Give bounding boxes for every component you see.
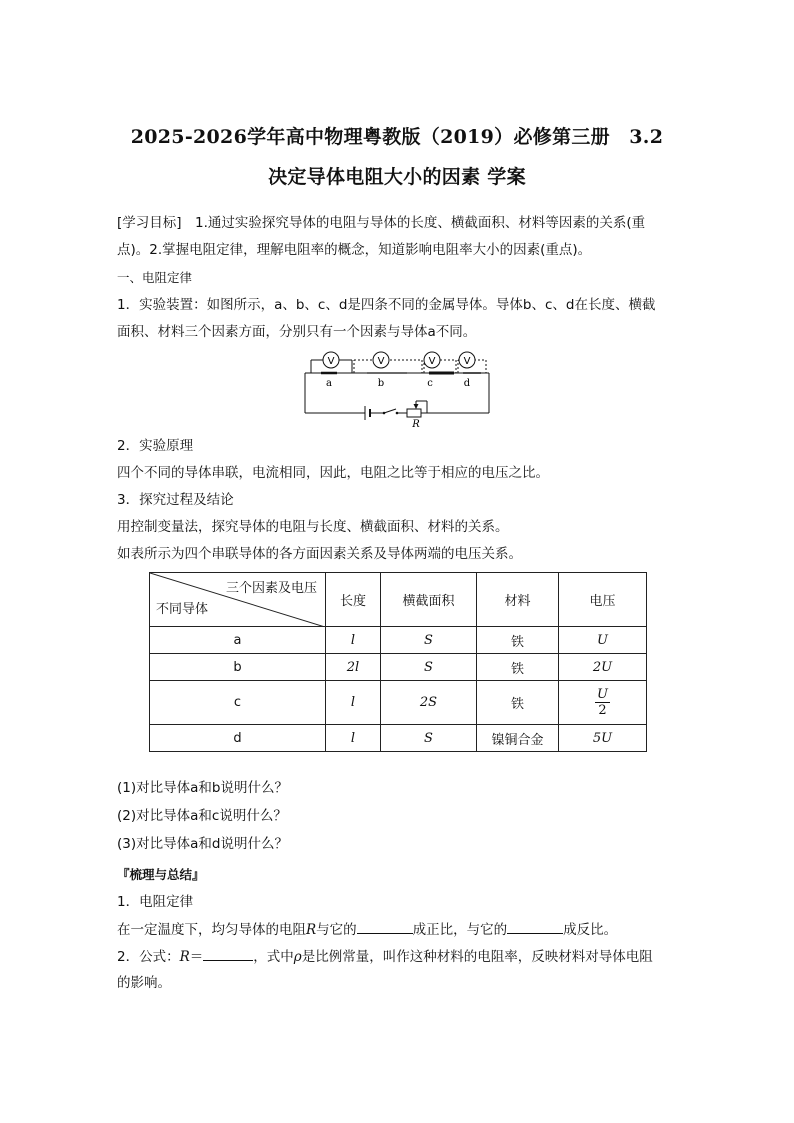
- summary-formula-line: [117, 946, 677, 967]
- process-heading: 3．探究过程及结论: [117, 492, 234, 508]
- voltmeter-b-symbol: V: [377, 356, 385, 367]
- header-area: 横截面积: [381, 573, 477, 627]
- row-c-material: 铁: [477, 681, 559, 725]
- law-text-part1: 在一定温度下，均匀导体的电阻: [117, 922, 306, 938]
- formula-variable-r: R: [179, 949, 190, 965]
- row-a-voltage: U: [559, 627, 647, 654]
- summary-resistance-law-text: [117, 919, 677, 940]
- voltmeter-d-symbol: V: [463, 356, 471, 367]
- formula-text-part1: 2．公式：: [117, 949, 180, 965]
- question-1: (1)对比导体a和b说明什么？: [117, 780, 288, 796]
- conductor-a-label: a: [326, 378, 332, 389]
- experiment-setup-line-1: 1．实验装置：如图所示，a、b、c、d是四条不同的金属导体。导体b、c、d在长度、横截: [117, 297, 656, 313]
- row-b-length: 2l: [326, 654, 381, 681]
- table-corner-cell: [150, 573, 326, 627]
- formula-text-part3: ，式中: [253, 949, 294, 965]
- process-text-line-1: 用控制变量法，探究导体的电阻与长度、横截面积、材料的关系。: [117, 519, 509, 535]
- learning-objectives-line-1: [学习目标] 1.通过实验探究导体的电阻与导体的长度、横截面积、材料等因素的关系(重: [117, 215, 646, 231]
- table-row: [150, 681, 647, 725]
- table-row: [150, 627, 647, 654]
- row-d-length: l: [326, 725, 381, 752]
- section-heading-resistance-law: 一、电阻定律: [117, 270, 193, 285]
- row-c-area: 2S: [381, 681, 477, 725]
- conductor-factors-table: [149, 572, 647, 752]
- fill-blank-formula[interactable]: [203, 946, 253, 961]
- table-row: [150, 725, 647, 752]
- row-b-area: S: [381, 654, 477, 681]
- row-d-material: 镍铜合金: [477, 725, 559, 752]
- experiment-setup-line-2: 面积、材料三个因素方面，分别只有一个因素与导体a不同。: [117, 324, 477, 340]
- table-header-row: [150, 573, 647, 627]
- fraction-denominator: 2: [598, 703, 607, 718]
- fraction-numerator: U: [597, 687, 608, 702]
- document-title-line-1: 2025-2026学年高中物理粤教版（2019）必修第三册 3.2: [130, 126, 664, 148]
- row-b-name: b: [150, 654, 326, 681]
- question-2: (2)对比导体a和c说明什么？: [117, 808, 287, 824]
- row-d-name: d: [150, 725, 326, 752]
- summary-resistance-law-heading: 1．电阻定律: [117, 894, 194, 910]
- voltage-fraction: [595, 687, 610, 718]
- fill-blank-2[interactable]: [507, 919, 563, 934]
- formula-text-part4: 是比例常量，叫作这种材料的电阻率，反映材料对导体电阻: [301, 949, 653, 965]
- question-3: (3)对比导体a和d说明什么？: [117, 836, 288, 852]
- document-title-line-2: 决定导体电阻大小的因素 学案: [268, 166, 526, 188]
- formula-rho-symbol: ρ: [293, 949, 302, 965]
- law-text-part2: 与它的: [316, 922, 357, 938]
- law-variable-r: R: [306, 922, 317, 938]
- summary-heading: 『梳理与总结』: [117, 867, 205, 882]
- row-d-area: S: [381, 725, 477, 752]
- table-row: [150, 654, 647, 681]
- header-voltage: 电压: [559, 573, 647, 627]
- conductor-b-label: b: [377, 378, 385, 389]
- law-text-part4: 成反比。: [563, 922, 618, 938]
- row-c-voltage: [559, 681, 647, 725]
- summary-formula-line-2: 的影响。: [117, 975, 171, 991]
- process-text-line-2: 如表所示为四个串联导体的各方面因素关系及导体两端的电压关系。: [117, 546, 522, 562]
- header-length: 长度: [326, 573, 381, 627]
- voltmeter-c-symbol: V: [428, 356, 436, 367]
- formula-equals: ＝: [189, 949, 204, 965]
- learning-objectives-line-2: 点)。2.掌握电阻定律，理解电阻率的概念，知道影响电阻率大小的因素(重点)。: [117, 242, 592, 258]
- row-b-voltage: 2U: [559, 654, 647, 681]
- corner-top-label: 三个因素及电压: [225, 581, 317, 596]
- conductor-c-label: c: [427, 378, 433, 389]
- corner-bottom-label: 不同导体: [156, 602, 209, 617]
- principle-heading: 2．实验原理: [117, 438, 194, 454]
- fill-blank-1[interactable]: [357, 919, 413, 934]
- row-a-length: l: [326, 627, 381, 654]
- row-a-material: 铁: [477, 627, 559, 654]
- row-c-name: c: [150, 681, 326, 725]
- conductor-d-label: d: [463, 378, 471, 389]
- row-a-area: S: [381, 627, 477, 654]
- row-a-name: a: [150, 627, 326, 654]
- row-c-length: l: [326, 681, 381, 725]
- row-d-voltage: 5U: [559, 725, 647, 752]
- header-material: 材料: [477, 573, 559, 627]
- circuit-diagram: [299, 346, 499, 428]
- voltmeter-a-symbol: V: [327, 356, 335, 367]
- principle-text: 四个不同的导体串联，电流相同，因此，电阻之比等于相应的电压之比。: [117, 465, 549, 481]
- rheostat-label: R: [412, 419, 420, 428]
- row-b-material: 铁: [477, 654, 559, 681]
- law-text-part3: 成正比，与它的: [412, 922, 508, 938]
